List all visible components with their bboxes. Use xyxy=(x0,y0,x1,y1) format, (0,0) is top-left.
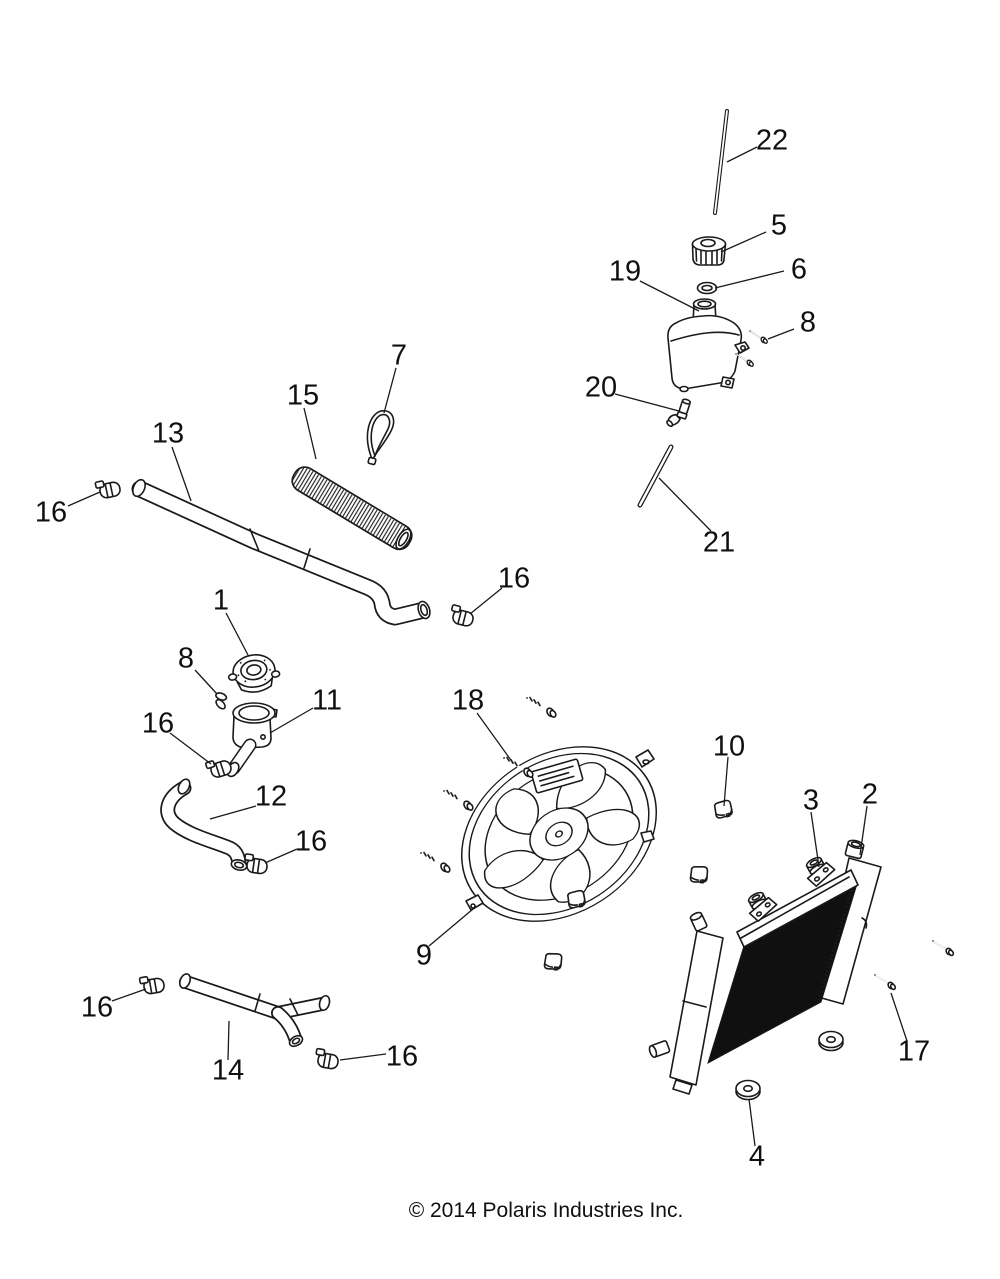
reservoir-cap-drawing xyxy=(693,237,726,265)
pressure-cap-drawing xyxy=(226,652,282,696)
callout-19-label: 19 xyxy=(608,255,642,288)
lower-hose-drawing xyxy=(178,972,331,1048)
callout-9-label: 9 xyxy=(415,939,433,972)
fan-drawing xyxy=(429,711,690,957)
hose-clamp-drawing xyxy=(314,1048,340,1069)
callout-12-label: 12 xyxy=(254,780,288,813)
mount-cube-drawing xyxy=(568,890,586,908)
callout-7-label: 7 xyxy=(390,339,408,372)
callout-11-label: 11 xyxy=(311,684,343,717)
callout-16-b-label: 16 xyxy=(497,562,531,595)
callout-16-f-label: 16 xyxy=(385,1040,419,1073)
callout-8-top-label: 8 xyxy=(799,306,817,339)
callout-16-a-label: 16 xyxy=(34,496,68,529)
mount-cube-drawing xyxy=(689,865,708,884)
callout-5-label: 5 xyxy=(770,209,788,242)
hose-clamp-drawing xyxy=(95,478,121,500)
overflow-tube-drawing xyxy=(640,447,671,505)
callout-16-e-label: 16 xyxy=(80,991,114,1024)
callout-17-label: 17 xyxy=(897,1035,931,1068)
hose-clamp-drawing xyxy=(449,605,476,628)
fan-bolt-drawing xyxy=(527,698,557,719)
callout-16-c-label: 16 xyxy=(141,707,175,740)
copyright-text: © 2014 Polaris Industries Inc. xyxy=(408,1199,684,1222)
radiator-drawing xyxy=(648,839,881,1094)
corrugated-sleeve-drawing xyxy=(288,463,416,553)
washer-drawing xyxy=(736,1081,760,1100)
mount-cube-drawing xyxy=(714,800,732,818)
callout-10-label: 10 xyxy=(712,730,746,763)
hose-clamp-drawing xyxy=(139,974,165,995)
fan-bolt-drawing xyxy=(444,791,474,812)
callout-14-label: 14 xyxy=(211,1054,245,1087)
screw-drawing xyxy=(750,331,768,344)
callout-1-label: 1 xyxy=(212,584,230,617)
radiator-screw-drawing xyxy=(875,975,896,990)
clip-drawing xyxy=(214,692,227,711)
callout-20-label: 20 xyxy=(584,371,618,404)
callout-8-mid-label: 8 xyxy=(177,642,195,675)
callout-3-label: 3 xyxy=(802,784,820,817)
callout-16-d-label: 16 xyxy=(294,825,328,858)
hose-clamp-drawing xyxy=(243,854,268,875)
callout-13-label: 13 xyxy=(151,417,185,450)
fan-bolt-drawing xyxy=(421,853,451,874)
coolant-bottle-drawing xyxy=(668,299,749,392)
callout-6-label: 6 xyxy=(790,253,808,286)
callout-22-label: 22 xyxy=(755,124,789,157)
callout-15-label: 15 xyxy=(286,379,320,412)
vent-tube-drawing xyxy=(715,111,727,213)
callout-4-label: 4 xyxy=(748,1140,766,1173)
cable-tie-drawing xyxy=(367,411,393,465)
callout-18-label: 18 xyxy=(451,684,485,717)
callout-2-label: 2 xyxy=(861,778,879,811)
mount-cube-drawing xyxy=(543,952,563,972)
washer-drawing xyxy=(819,1032,843,1051)
radiator-screw-drawing xyxy=(933,941,954,956)
filler-neck-drawing xyxy=(225,703,277,779)
screw-drawing xyxy=(736,354,754,367)
o-ring-drawing xyxy=(698,283,717,294)
bypass-hose-drawing xyxy=(168,777,248,871)
fitting-drawing xyxy=(664,395,691,431)
upper-radiator-hose-drawing xyxy=(130,478,432,620)
callout-21-label: 21 xyxy=(702,526,736,559)
